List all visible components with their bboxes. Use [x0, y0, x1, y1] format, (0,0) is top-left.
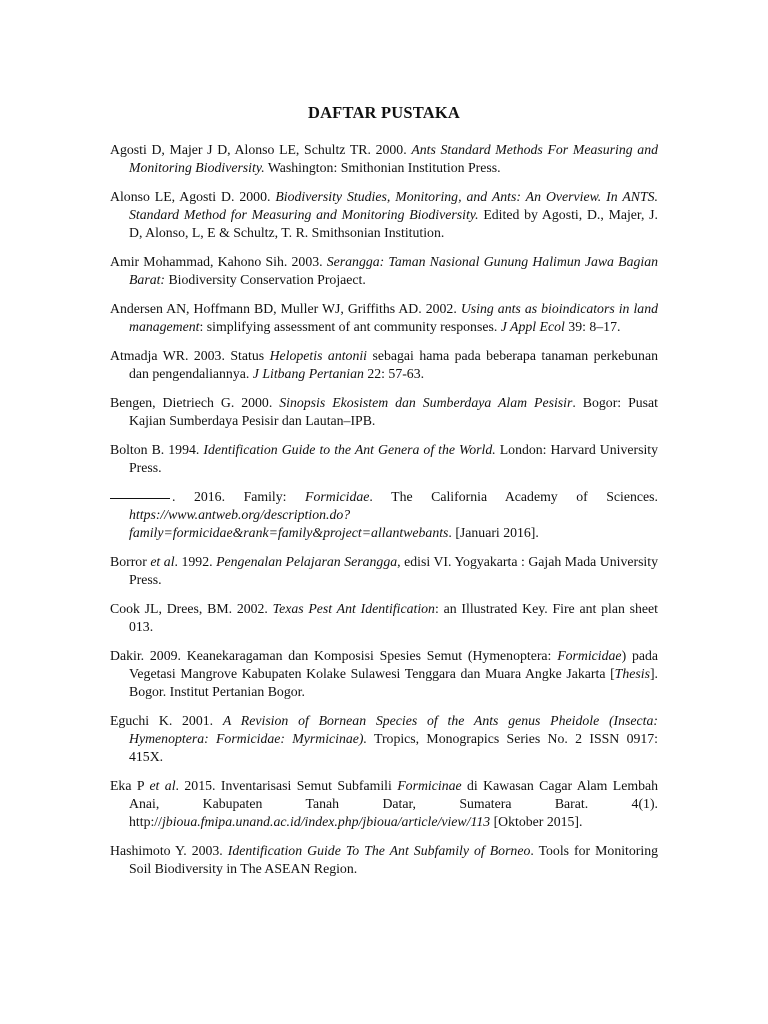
reference-italic-text: Sinopsis Ekosistem dan Sumberdaya Alam Pesisir [279, 395, 573, 410]
reference-text: Bolton B. 1994. [110, 442, 204, 457]
page-title: DAFTAR PUSTAKA [307, 103, 461, 122]
reference-text: : an Illustrated Key. Fire ant plan sheet 013. [129, 601, 658, 634]
reference-italic-text: Formicinae [397, 778, 462, 793]
reference-entry [110, 842, 658, 878]
reference-entry [110, 441, 658, 477]
reference-text: [Oktober 2015]. [490, 814, 583, 829]
reference-text: Amir Mohammad, Kahono Sih. 2003. [110, 254, 327, 269]
reference-text: . [Januari 2016]. [448, 525, 539, 540]
reference-text: , edisi VI. Yogyakarta : Gajah Mada University Press. [129, 554, 658, 587]
reference-text: Tropics, Monograpics Series No. 2 ISSN 0917: 415X. [129, 731, 658, 764]
reference-italic-text: Thesis [614, 666, 650, 681]
reference-text: Bengen, Dietriech G. 2000. [110, 395, 280, 410]
reference-italic-text: et al [150, 554, 175, 569]
reference-text: . 1992. [174, 554, 217, 569]
reference-italic-text: J Litbang Pertanian [252, 366, 364, 381]
reference-italic-text: Biodiversity Studies, Monitoring, and Ants: An Overview. In ANTS. Standard Method for Measuring and Monitoring Biodiversity. [129, 189, 659, 222]
reference-text: 39: 8–17. [564, 319, 621, 334]
reference-italic-text: Helopetis antonii [269, 348, 368, 363]
reference-italic-text: Texas Pest Ant Identification [272, 601, 435, 616]
reference-entry [110, 647, 658, 701]
reference-entry [110, 253, 658, 289]
reference-text: Andersen AN, Hoffmann BD, Muller WJ, Griffiths AD. 2002. [110, 301, 461, 316]
reference-italic-text: jbioua.fmipa.unand.ac.id/index.php/jbioua/article/view/113 [161, 814, 491, 829]
reference-text: Hashimoto Y. 2003. [110, 843, 228, 858]
reference-text: Cook JL, Drees, BM. 2002. [110, 601, 273, 616]
reference-entry [110, 141, 658, 177]
reference-italic-text: J Appl Ecol [500, 319, 565, 334]
reference-entry [110, 488, 658, 542]
reference-text: Atmadja WR. 2003. Status [110, 348, 270, 363]
reference-entry [110, 600, 658, 636]
reference-italic-text: Pengenalan Pelajaran Serangga [216, 554, 398, 569]
reference-text: ]. Bogor. Institut Pertanian Bogor. [129, 666, 658, 699]
reference-entry [110, 553, 658, 589]
reference-text: sebagai hama pada beberapa tanaman perkebunan dan pengendaliannya. [129, 348, 658, 381]
reference-text: Alonso LE, Agosti D. 2000. [110, 189, 276, 204]
reference-entry [110, 300, 658, 336]
reference-text: 22: 57-63. [363, 366, 425, 381]
reference-italic-text: Identification Guide To The Ant Subfamily of Borneo [227, 843, 531, 858]
reference-italic-text: Using ants as bioindicators in land management [129, 301, 658, 334]
reference-text: . 2015. Inventarisasi Semut Subfamili [175, 778, 398, 793]
reference-text: . The California Academy of Sciences. [369, 489, 658, 504]
reference-italic-text: Serangga: Taman Nasional Gunung Halimun Jawa Bagian Barat: [129, 254, 658, 287]
reference-text: ) pada Vegetasi Mangrove Kabupaten Kolake Sulawesi Tenggara dan Muara Angke Jakarta [ [129, 648, 659, 681]
reference-italic-text: A Revision of Bornean Species of the Ants genus Pheidole (Insecta: Hymenoptera: Formicidae: Myrmicinae). [129, 713, 658, 746]
reference-text: Washington: Smithonian Institution Press. [264, 160, 501, 175]
reference-italic-text: Identification Guide to the Ant Genera of the World. [203, 442, 496, 457]
reference-text: Borror [110, 554, 151, 569]
reference-italic-text: https://www.antweb.org/description.do?family=formicidae&rank=family&project=allantwebants [129, 507, 449, 540]
reference-entry [110, 347, 658, 383]
reference-entry [110, 777, 658, 831]
reference-text: di Kawasan Cagar Alam Lembah Anai, Kabupaten Tanah Datar, Sumatera Barat. 4(1). http:// [129, 778, 658, 829]
reference-italic-text: Formicidae [557, 648, 622, 663]
reference-entry [110, 394, 658, 430]
reference-text: . 2016. Family: [172, 489, 306, 504]
reference-text: Eka P [110, 778, 150, 793]
reference-text: : simplifying assessment of ant community responses. [199, 319, 501, 334]
reference-text: Agosti D, Majer J D, Alonso LE, Schultz TR. 2000. [110, 142, 412, 157]
reference-text: London: Harvard University Press. [129, 442, 659, 475]
reference-text: . Bogor: Pusat Kajian Sumberdaya Pesisir dan Lautan–IPB. [129, 395, 658, 428]
reference-entry [110, 712, 658, 766]
reference-italic-text: Formicidae [305, 489, 370, 504]
reference-text: . Tools for Monitoring Soil Biodiversity in The ASEAN Region. [129, 843, 659, 876]
reference-text: Edited by Agosti, D., Majer, J. D, Alonso, L, E & Schultz, T. R. Smithsonian Institution. [129, 207, 658, 240]
reference-text: Dakir. 2009. Keanekaragaman dan Komposisi Spesies Semut (Hymenoptera: [110, 648, 558, 663]
reference-entry [110, 188, 658, 242]
reference-italic-text: Ants Standard Methods For Measuring and Monitoring Biodiversity. [129, 142, 658, 175]
reference-italic-text: et al [149, 778, 176, 793]
reference-text: Biodiversity Conservation Projaect. [165, 272, 366, 287]
reference-text: Eguchi K. 2001. [110, 713, 223, 728]
same-author-dash [110, 498, 170, 499]
reference-list [110, 141, 658, 889]
